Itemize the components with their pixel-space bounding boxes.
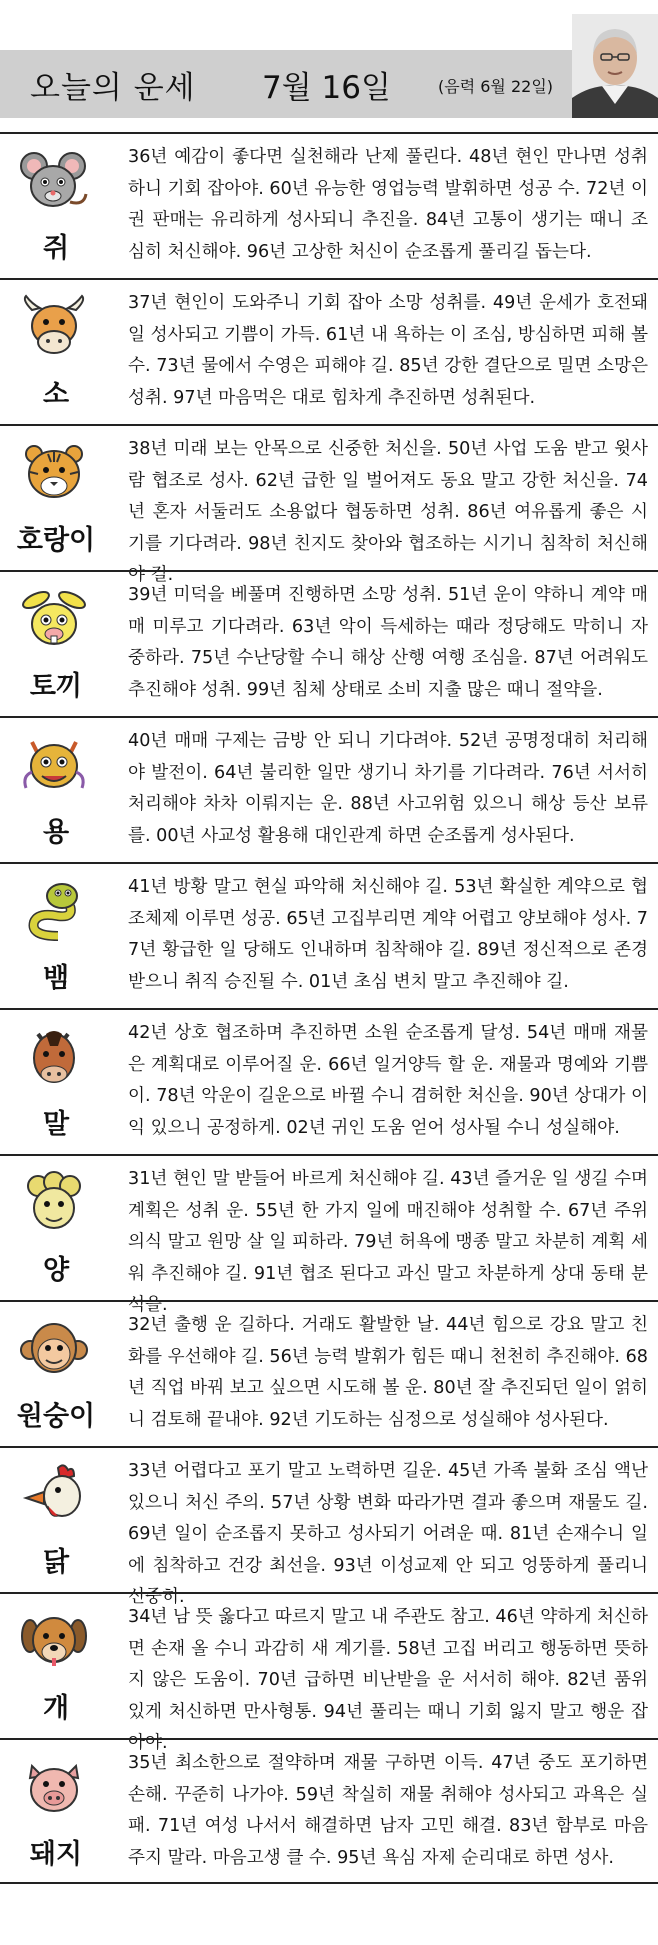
animal-cell <box>0 426 112 570</box>
fortune-text: 31년 현인 말 받들어 바르게 처신해야 길. 43년 즐거운 일 생길 수며 계획은 성취 운. 55년 한 가지 일에 매진해야 성취할 수. 67년 주위 의식 말고 원망 살 일 피하라. 79년 허욕에 맹종 말고 차분히 계획 세워 추진해야 길. 91년 협조 된다고 과신 말고 차분하게 상대 동태 분석을. <box>128 1169 648 1315</box>
fortune-text: 41년 방황 말고 현실 파악해 처신해야 길. 53년 확실한 계약으로 협조체제 이루면 성공. 65년 고집부리면 계약 어렵고 양보해야 성사. 77년 황급한 일 당해도 인내하며 침착해야 길. 89년 정신적으로 존경받으니 취직 승진될 수. 01년 초심 변치 말고 추진해야 길. <box>128 877 648 992</box>
fortune-text: 33년 어렵다고 포기 말고 노력하면 길운. 45년 가족 불화 조심 액난 있으니 처신 주의. 57년 상황 변화 따라가면 결과 좋으며 재물도 길. 69년 일이 순조롭지 못하고 성사되기 어려운 때. 81년 손재수니 일에 침착하고 건강 최선을. 93년 이성교제 안 되고 엉뚱하게 풀리니 신중히. <box>128 1461 648 1607</box>
zodiac-row-monkey <box>0 1300 658 1446</box>
animal-name: 원숭이 <box>16 1401 96 1432</box>
animal-name: 개 <box>42 1693 70 1724</box>
animal-cell <box>0 718 112 862</box>
fortune-text: 34년 남 뜻 옳다고 따르지 말고 내 주관도 참고. 46년 약하게 처신하면 손재 올 수니 과감히 새 계기를. 58년 고집 버리고 행동하면 뜻하지 않은 도움이. 70년 급하면 비난받을 운 서서히 해야. 82년 품위 있게 처신하면 만사형통. 94년 풀리는 때니 기회 잃지 말고 행운 잡아야. <box>128 1607 648 1753</box>
header <box>0 0 658 118</box>
animal-cell <box>0 280 112 424</box>
rabbit-icon <box>18 586 90 652</box>
zodiac-row-tiger <box>0 424 658 585</box>
zodiac-row-ox <box>0 278 658 424</box>
fortune-text: 38년 미래 보는 안목으로 신중한 처신을. 50년 사업 도움 받고 윗사람 협조로 성사. 62년 급한 일 벌어져도 동요 말고 강한 처신을. 74년 혼자 서둘러도 소용없다 협동하면 성취. 86년 여유롭게 좋은 시기를 기다려라. 98년 친지도 찾아와 협조하는 시기니 침착히 처신해야 길. <box>128 439 648 585</box>
zodiac-row-pig <box>0 1738 658 1884</box>
animal-cell <box>0 1448 112 1592</box>
tiger-icon <box>18 440 90 506</box>
solar-date: 7월 16일 <box>262 70 391 106</box>
dog-icon <box>18 1608 90 1674</box>
animal-cell <box>0 1010 112 1154</box>
fortune-text: 37년 현인이 도와주니 기회 잡아 소망 성취를. 49년 운세가 호전돼 일 성사되고 기쁨이 가득. 61년 내 욕하는 이 조심, 방심하면 피해 볼 수. 73년 물에서 수영은 피해야 길. 85년 강한 결단으로 밀면 소망은 성취. 97년 마음먹은 대로 힘차게 추진하면 성취된다. <box>128 293 648 408</box>
animal-cell <box>0 864 112 1008</box>
rat-icon <box>18 148 90 214</box>
fortune-text: 42년 상호 협조하며 추진하면 소원 순조롭게 달성. 54년 매매 재물은 계획대로 이루어질 운. 66년 일거양득 할 운. 재물과 명예와 기쁨이. 78년 악운이 길운으로 바뀔 수니 겸허한 처신을. 90년 상대가 이익 있으니 공정하게. 02년 귀인 도움 얻어 성사될 수니 성실해야. <box>128 1023 648 1138</box>
zodiac-row-horse <box>0 1008 658 1154</box>
zodiac-row-dragon <box>0 716 658 862</box>
animal-name: 닭 <box>42 1547 70 1578</box>
animal-name: 말 <box>42 1109 70 1140</box>
fortune-text: 32년 출행 운 길하다. 거래도 활발한 날. 44년 힘으로 강요 말고 친화를 우선해야 길. 56년 능력 발휘가 힘든 때니 천천히 추진해야. 68년 직업 바꿔 보고 싶으면 시도해 볼 운. 80년 잘 추진되던 일이 얽히니 검토해 끝내야. 92년 기도하는 심정으로 성실해야 성사된다. <box>128 1315 648 1430</box>
animal-name: 호랑이 <box>16 525 96 556</box>
zodiac-row-rooster <box>0 1446 658 1607</box>
page-title: 오늘의 운세 <box>30 70 196 106</box>
animal-cell <box>0 1594 112 1738</box>
fortune-text: 39년 미덕을 베풀며 진행하면 소망 성취. 51년 운이 약하니 계약 매매 미루고 기다려라. 63년 악이 득세하는 때라 정당해도 막히니 자중하라. 75년 수난당할 수니 해상 산행 여행 조심을. 87년 어려워도 추진해야 성취. 99년 침체 상태로 소비 지출 많은 때니 절약을. <box>128 585 648 700</box>
animal-name: 뱀 <box>42 963 70 994</box>
fortune-text: 35년 최소한으로 절약하며 재물 구하면 이득. 47년 중도 포기하면 손해. 꾸준히 나가야. 59년 착실히 재물 취해야 성사되고 과욕은 실패. 71년 여성 나서서 해결하면 남자 고민 해결. 83년 함부로 마음 주지 말라. 마음고생 클 수. 95년 욕심 자제 순리대로 하면 성사. <box>128 1753 648 1868</box>
zodiac-row-rabbit <box>0 570 658 716</box>
fortune-text: 36년 예감이 좋다면 실천해라 난제 풀린다. 48년 현인 만나면 성취하니 기회 잡아야. 60년 유능한 영업능력 발휘하면 성공 수. 72년 이권 판매는 유리하게 성사되니 추진을. 84년 고통이 생기는 때니 조심히 처신해야. 96년 고상한 처신이 순조롭게 풀리길 돕는다. <box>128 147 648 262</box>
zodiac-row-dog <box>0 1592 658 1753</box>
animal-cell <box>0 1156 112 1300</box>
zodiac-row-rat <box>0 132 658 278</box>
animal-name: 양 <box>42 1255 70 1286</box>
rooster-icon <box>18 1462 90 1528</box>
animal-name: 용 <box>42 817 70 848</box>
animal-name: 돼지 <box>29 1839 83 1870</box>
animal-cell <box>0 1302 112 1446</box>
animal-cell <box>0 572 112 716</box>
lunar-date: (음력 6월 22일) <box>438 77 554 96</box>
animal-name: 토끼 <box>29 671 83 702</box>
ox-icon <box>18 294 90 360</box>
animal-name: 소 <box>42 379 70 410</box>
snake-icon <box>18 878 90 944</box>
animal-cell <box>0 134 112 278</box>
dragon-icon <box>18 732 90 798</box>
horse-icon <box>18 1024 90 1090</box>
animal-name: 쥐 <box>42 233 70 264</box>
zodiac-row-sheep <box>0 1154 658 1315</box>
fortune-text: 40년 매매 구제는 금방 안 되니 기다려야. 52년 공명정대히 처리해야 발전이. 64년 불리한 일만 생기니 차기를 기다려라. 76년 서서히 처리해야 차차 이뤄지는 운. 88년 사고위험 있으니 해상 등산 보류를. 00년 사교성 활용해 대인관계 하면 순조롭게 성사된다. <box>128 731 648 846</box>
monkey-icon <box>18 1316 90 1382</box>
zodiac-row-snake <box>0 862 658 1008</box>
pig-icon <box>18 1754 90 1820</box>
author-photo <box>572 14 658 118</box>
sheep-icon <box>18 1170 90 1236</box>
animal-cell <box>0 1740 112 1884</box>
